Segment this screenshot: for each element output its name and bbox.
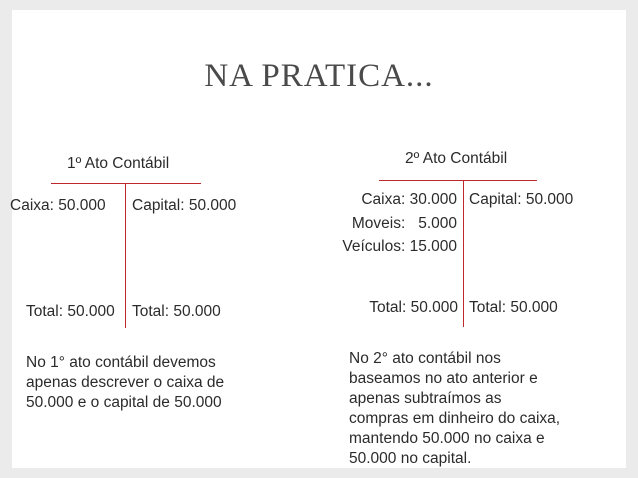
act2-total-credit: Total: 50.000 <box>469 299 558 316</box>
slide <box>12 10 626 468</box>
act2-note-line: 50.000 no capital. <box>349 450 472 467</box>
act2-credit-capital: Capital: 50.000 <box>469 191 574 208</box>
act1-note-line: No 1° ato contábil devemos <box>26 354 216 371</box>
act2-note-line: mantendo 50.000 no caixa e <box>349 430 545 447</box>
act1-total-credit: Total: 50.000 <box>132 303 221 320</box>
act2-note-line: apenas subtraímos as <box>349 390 502 407</box>
act2-t-account-top <box>379 180 537 181</box>
act2-debit-caixa: Caixa: 30.000 <box>361 191 457 208</box>
act2-note <box>349 349 560 469</box>
act1-total-debit: Total: 50.000 <box>26 303 115 320</box>
act1-note-line: 50.000 e o capital de 50.000 <box>26 394 222 411</box>
act1-t-account-top <box>51 183 201 184</box>
act2-heading: 2º Ato Contábil <box>405 150 508 167</box>
act1-note <box>26 353 224 413</box>
act2-debit-moveis: Moveis: 5.000 <box>351 215 457 232</box>
act1-heading: 1º Ato Contábil <box>67 155 170 172</box>
act1-note-line: apenas descrever o caixa de <box>26 374 225 391</box>
act1-t-account-divider <box>125 184 126 328</box>
act2-note-line: compras em dinheiro do caixa, <box>349 410 561 427</box>
act1-debit-caixa: Caixa: 50.000 <box>10 197 106 214</box>
act1-credit-capital: Capital: 50.000 <box>132 197 237 214</box>
act2-t-account-divider <box>463 181 464 327</box>
act2-note-line: No 2° ato contábil nos <box>349 350 501 367</box>
act2-debit-veiculos: Veículos: 15.000 <box>342 238 457 255</box>
act2-total-debit: Total: 50.000 <box>369 299 458 316</box>
slide-title: NA PRATICA... <box>204 58 434 94</box>
act2-note-line: baseamos no ato anterior e <box>349 370 538 387</box>
